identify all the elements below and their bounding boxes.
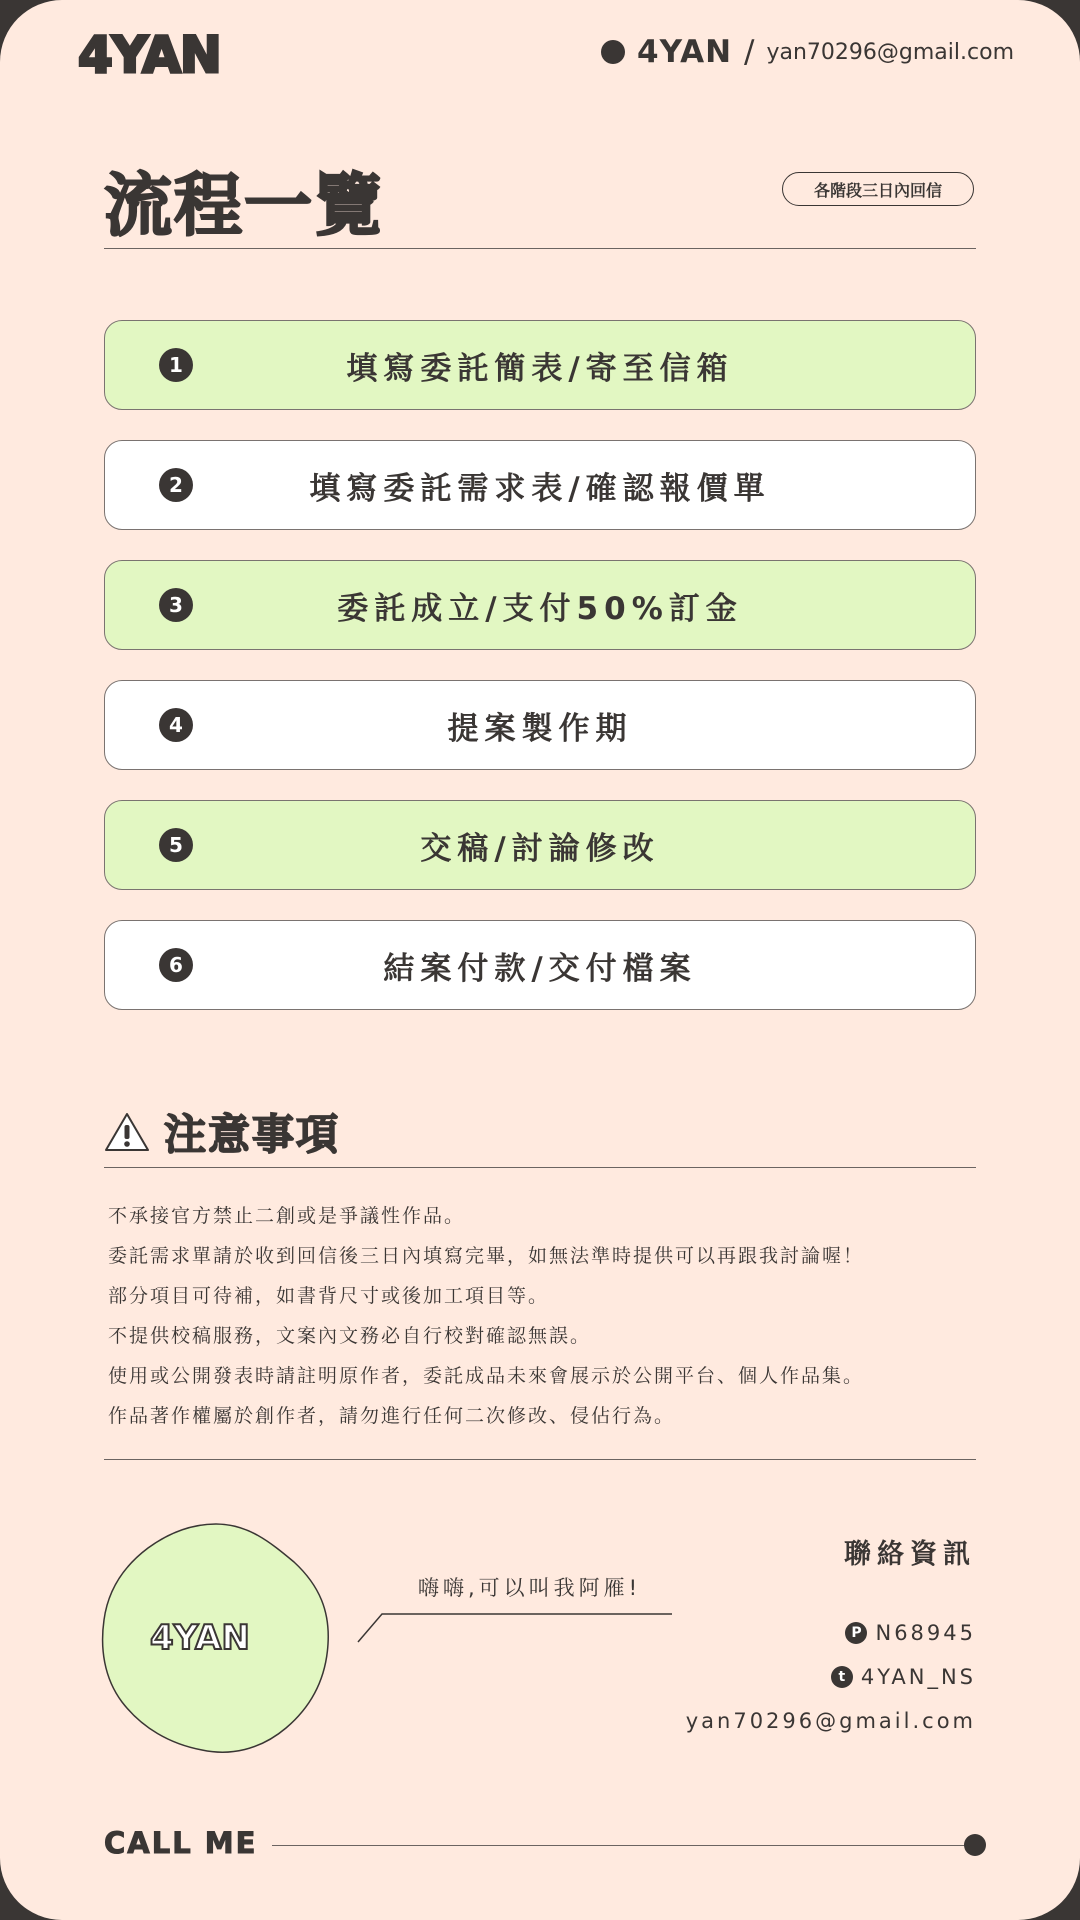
notice-bottom-divider <box>104 1459 976 1460</box>
speech-bubble-text: 嗨嗨,可以叫我阿雁! <box>418 1576 642 1600</box>
step-number-badge: 4 <box>159 708 193 742</box>
contact-info <box>686 1532 976 1743</box>
tumblr-icon: t <box>831 1666 853 1688</box>
notice-item: 使用或公開發表時請註明原作者，委託成品未來會展示於公開平台、個人作品集。 <box>108 1365 865 1387</box>
step-label: 提案製作期 <box>447 710 633 747</box>
header-slash: / <box>744 34 755 70</box>
notice-item: 部分項目可待補，如書背尺寸或後加工項目等。 <box>108 1285 550 1307</box>
speech-pointer <box>356 1612 674 1644</box>
contact-title: 聯絡資訊 <box>844 1539 976 1570</box>
notice-item: 委託需求單請於收到回信後三日內填寫完畢，如無法準時提供可以再跟我討論喔！ <box>108 1245 865 1267</box>
notice-list <box>108 1196 988 1436</box>
tumblr-id: 4YAN_NS <box>860 1665 976 1689</box>
plurk-id: N68945 <box>875 1621 976 1645</box>
notice-title: 注意事項 <box>164 1110 341 1159</box>
header-contact <box>601 32 1014 72</box>
step-number-badge: 3 <box>159 588 193 622</box>
notice-divider <box>104 1167 976 1168</box>
step-number-badge: 2 <box>159 468 193 502</box>
process-steps <box>104 320 976 1040</box>
header-brand: 4YAN <box>637 34 733 70</box>
footer-line <box>272 1845 968 1846</box>
notice-item: 作品著作權屬於創作者，請勿進行任何二次修改、侵佔行為。 <box>108 1405 676 1427</box>
step-6 <box>104 920 976 1010</box>
notice-item: 不提供校稿服務，文案內文務必自行校對確認無誤。 <box>108 1325 592 1347</box>
title-divider <box>104 248 976 249</box>
call-me-label: CALL ME <box>104 1826 258 1860</box>
reply-badge: 各階段三日內回信 <box>782 172 974 206</box>
mascot-logo: 4YAN <box>150 1618 250 1658</box>
step-2 <box>104 440 976 530</box>
step-label: 填寫委託簡表/寄至信箱 <box>346 350 734 387</box>
step-number-badge: 6 <box>159 948 193 982</box>
plurk-row[interactable] <box>686 1611 976 1655</box>
page-title: 流程一覽 <box>104 167 385 246</box>
step-4 <box>104 680 976 770</box>
step-label: 委託成立/支付50%訂金 <box>337 590 743 627</box>
step-label: 結案付款/交付檔案 <box>383 950 697 987</box>
notice-item: 不承接官方禁止二創或是爭議性作品。 <box>108 1205 466 1227</box>
header-dot-icon <box>601 40 625 64</box>
step-number-badge: 5 <box>159 828 193 862</box>
step-number-badge: 1 <box>159 348 193 382</box>
brand-logo: 4YAN <box>78 26 221 84</box>
step-5 <box>104 800 976 890</box>
email-row[interactable] <box>686 1699 976 1743</box>
footer-dot-icon <box>964 1834 986 1856</box>
notice-heading <box>104 1102 340 1162</box>
tumblr-row[interactable] <box>686 1655 976 1699</box>
step-3 <box>104 560 976 650</box>
step-label: 填寫委託需求表/確認報價單 <box>309 470 771 507</box>
header-email[interactable]: yan70296@gmail.com <box>766 39 1014 65</box>
step-label: 交稿/討論修改 <box>420 830 660 867</box>
step-1 <box>104 320 976 410</box>
plurk-icon: P <box>845 1622 867 1644</box>
warning-icon <box>104 1111 150 1153</box>
contact-email: yan70296@gmail.com <box>685 1709 976 1733</box>
